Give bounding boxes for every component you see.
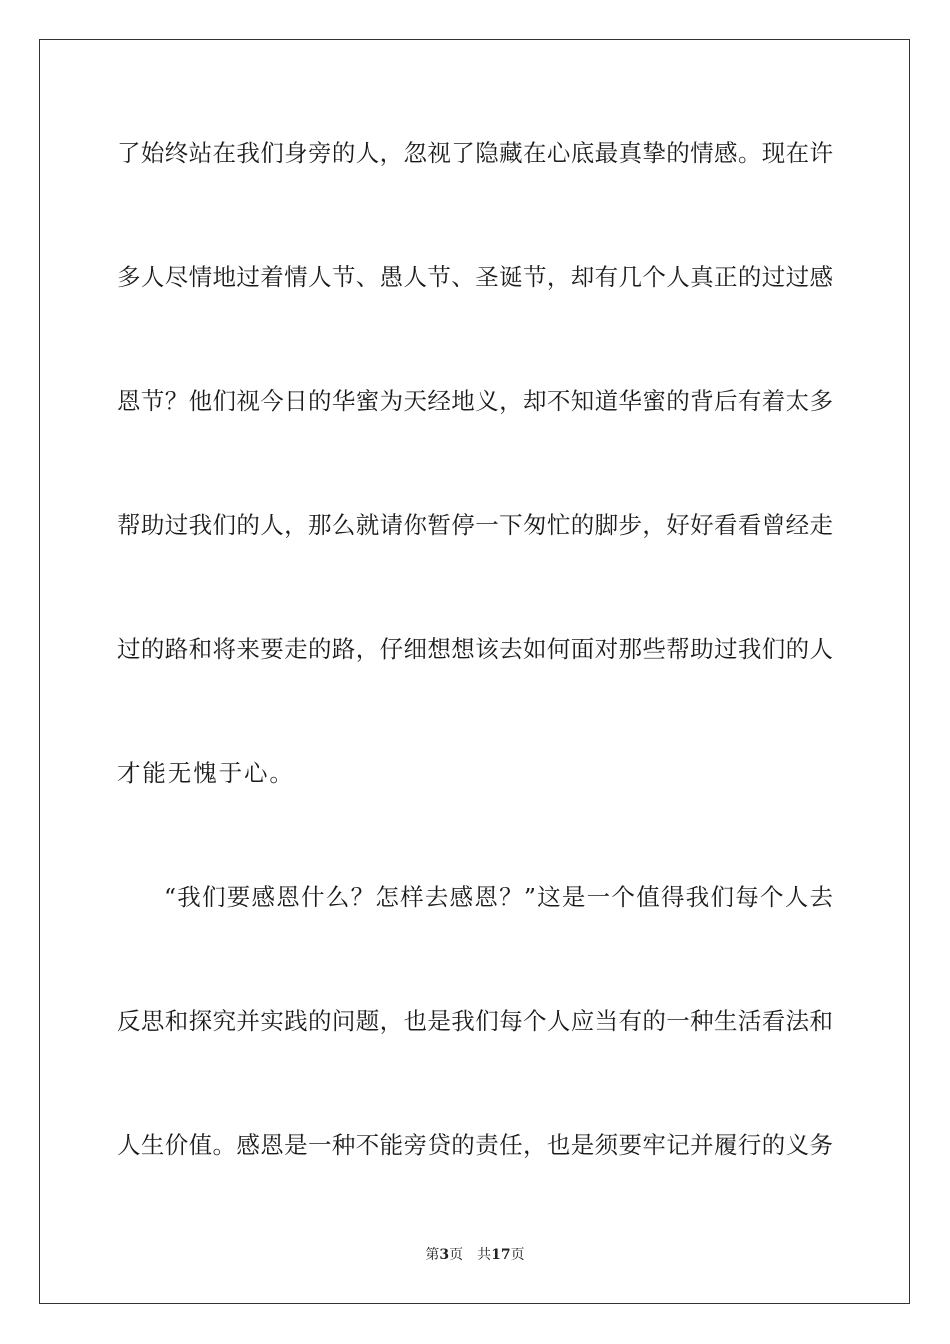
page-suffix: 页 xyxy=(449,1247,464,1263)
page-footer xyxy=(0,1246,950,1264)
current-page-number: 3 xyxy=(439,1247,450,1263)
body-line-3: 恩节？他们视今日的华蜜为天经地义，却不知道华蜜的背后有着太多 xyxy=(117,387,833,415)
body-line-5: 过的路和将来要走的路，仔细想想该去如何面对那些帮助过我们的人 xyxy=(117,635,833,663)
body-line-7: “我们要感恩什么？怎样去感恩？”这是一个值得我们每个人去 xyxy=(164,883,833,911)
body-line-6: 才能无愧于心。 xyxy=(117,759,295,787)
total-prefix: 共 xyxy=(477,1247,492,1263)
body-line-1: 了始终站在我们身旁的人，忽视了隐藏在心底最真挚的情感。现在许 xyxy=(117,139,833,167)
total-page-number: 17 xyxy=(491,1247,511,1263)
page-prefix: 第 xyxy=(425,1247,440,1263)
body-line-8: 反思和探究并实践的问题，也是我们每个人应当有的一种生活看法和 xyxy=(117,1007,833,1035)
body-line-9: 人生价值。感恩是一种不能旁贷的责任，也是须要牢记并履行的义务 xyxy=(117,1131,833,1159)
body-line-4: 帮助过我们的人，那么就请你暂停一下匆忙的脚步，好好看看曾经走 xyxy=(117,511,833,539)
body-line-2: 多人尽情地过着情人节、愚人节、圣诞节，却有几个人真正的过过感 xyxy=(117,263,833,291)
page-border xyxy=(39,39,910,1304)
total-suffix: 页 xyxy=(510,1247,525,1263)
